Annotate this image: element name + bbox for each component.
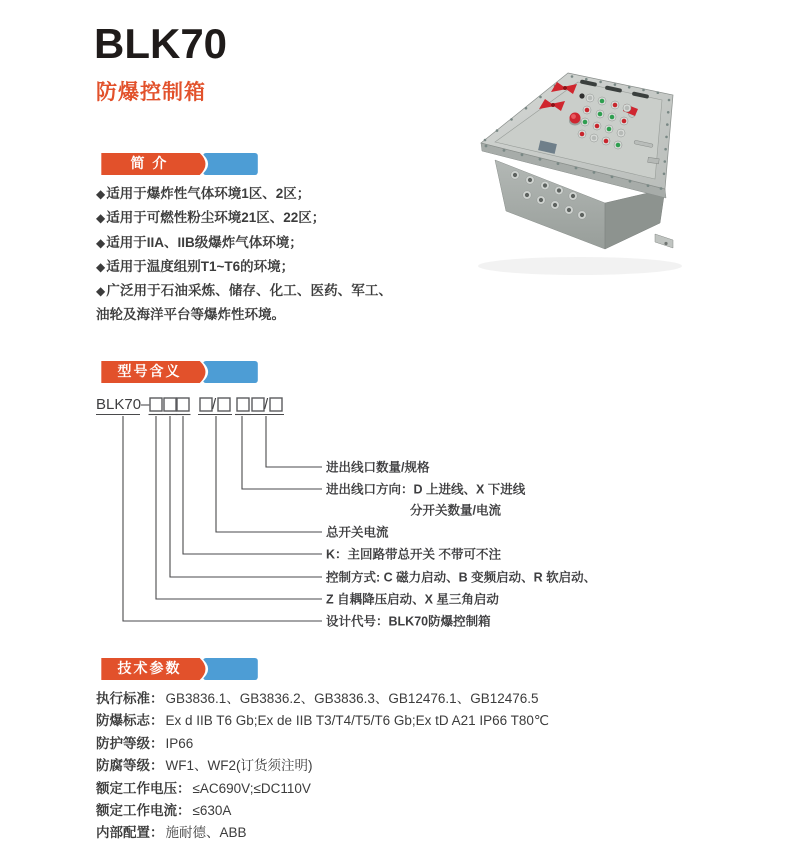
diamond-bullet-icon: ◆	[96, 187, 106, 201]
spec-label: 额定工作电流：	[96, 803, 191, 819]
page-title: BLK70	[94, 20, 228, 67]
spec-value: IP66	[165, 735, 194, 751]
model-label: 控制方式: C 磁力启动、B 变频启动、R 软启动、	[326, 570, 597, 585]
model-meaning-diagram	[96, 392, 716, 637]
model-label: 进出线口数量/规格	[326, 460, 430, 475]
spec-row	[96, 688, 736, 710]
header-blue-bar	[203, 658, 258, 680]
model-labels	[325, 460, 596, 629]
intro-bullet	[96, 206, 392, 230]
model-slash: /	[212, 396, 217, 413]
spec-value: WF1、WF2(订货须注明)	[165, 758, 313, 774]
model-label: 总开关电流	[326, 525, 389, 540]
model-box	[200, 398, 212, 411]
spec-row	[96, 800, 736, 822]
spec-label: 防腐等级：	[96, 758, 164, 774]
model-box	[237, 398, 249, 411]
spec-row	[96, 822, 736, 844]
model-label: 进出线口方向：D 上进线、X 下进线	[326, 482, 526, 497]
spec-row	[96, 710, 736, 732]
model-box	[177, 398, 189, 411]
section-title-intro: 简 介	[130, 155, 169, 171]
model-connectors	[123, 416, 322, 621]
section-title-model: 型号含义	[117, 363, 182, 379]
intro-bullet	[96, 182, 392, 206]
model-slash: /	[264, 396, 269, 413]
section-header-specs	[98, 657, 264, 680]
model-box	[164, 398, 176, 411]
spec-row	[96, 755, 736, 777]
spec-label: 额定工作电压：	[96, 780, 191, 796]
header-blue-bar	[203, 153, 258, 175]
intro-bullet-text: 适用于爆炸性气体环境1区、2区；	[106, 186, 311, 201]
spec-label: 内部配置：	[96, 825, 164, 841]
intro-bullet-text: 适用于可燃性粉尘环境21区、22区；	[106, 210, 326, 226]
intro-bullet	[96, 279, 392, 327]
diamond-bullet-icon: ◆	[96, 235, 106, 250]
section-header-model	[98, 360, 264, 383]
spec-value: ≤630A	[192, 803, 232, 819]
diamond-bullet-icon: ◆	[96, 259, 106, 274]
model-dash: –	[141, 396, 150, 413]
intro-bullet-text: 适用于温度组别T1~T6的环境；	[106, 258, 295, 274]
control-box-illustration	[478, 73, 682, 275]
emergency-stop-button	[569, 113, 581, 126]
model-prefix: BLK70	[96, 396, 142, 413]
model-box	[218, 398, 230, 411]
model-code-row	[96, 396, 284, 415]
spec-label: 执行标准：	[96, 691, 164, 706]
intro-bullet-list	[96, 182, 392, 327]
diamond-bullet-icon: ◆	[96, 284, 106, 299]
diamond-bullet-icon: ◆	[96, 211, 106, 226]
spec-list	[96, 688, 736, 845]
spec-row	[96, 778, 736, 800]
spec-label: 防护等级：	[96, 735, 164, 751]
model-label: K：主回路带总开关 不带可不注	[326, 547, 502, 562]
intro-bullet-text: 适用于IIA、IIB级爆炸气体环境；	[106, 234, 303, 250]
product-photo	[462, 48, 792, 308]
model-label: 设计代号：BLK70防爆控制箱	[326, 614, 491, 629]
spec-value: Ex d IIB T6 Gb;Ex de IIB T3/T4/T5/T6 Gb;Ex tD A21 IP66 T80℃	[165, 713, 550, 729]
spec-label: 防爆标志：	[96, 713, 164, 729]
model-label: 分开关数量/电流	[410, 503, 501, 518]
spec-value: 施耐德、ABB	[165, 825, 247, 841]
spec-value: ≤AC690V;≤DC110V	[192, 780, 311, 796]
model-box	[252, 398, 264, 411]
section-header-intro	[98, 152, 264, 175]
header-blue-bar	[203, 361, 258, 383]
intro-bullet	[96, 255, 392, 279]
section-title-specs: 技术参数	[117, 660, 182, 676]
model-label: Z 自耦降压启动、X 星三角启动	[326, 592, 499, 607]
intro-bullet	[96, 231, 392, 255]
model-box	[270, 398, 282, 411]
spec-row	[96, 733, 736, 755]
page-subtitle: 防爆控制箱	[96, 81, 206, 104]
model-box	[150, 398, 162, 411]
intro-bullet-text: 广泛用于石油采炼、储存、化工、医药、军工、油轮及海洋平台等爆炸性环境。	[96, 283, 393, 323]
spec-value: GB3836.1、GB3836.2、GB3836.3、GB12476.1、GB12476.5	[165, 691, 539, 706]
